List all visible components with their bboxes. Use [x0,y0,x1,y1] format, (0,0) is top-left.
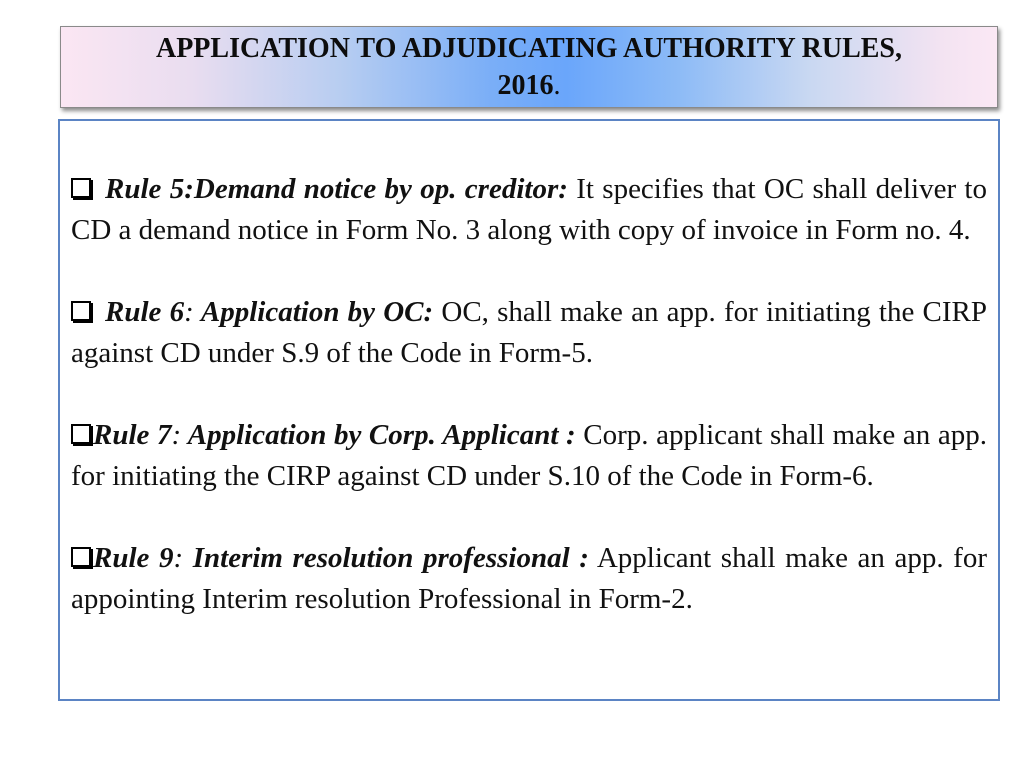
rule-7-title: Application by Corp. Applicant : [181,419,576,451]
rule-6-number: Rule 6 [105,296,185,328]
rule-6-separator: : [184,296,194,328]
rule-9-title: Interim resolution professional : [183,542,589,574]
rule-9-number: Rule 9 [93,542,174,574]
rule-9-separator: : [173,542,184,574]
slide-title-year-line [89,67,969,104]
rule-5-heading: Rule 5:Demand notice by op. creditor: [105,173,568,205]
checkbox-bullet-icon [71,424,91,444]
rule-6-title: Application by OC: [193,296,434,328]
slide-title-year: 2016 [497,70,554,101]
slide-title-period: . [553,70,561,101]
rule-9-heading [93,542,589,574]
rule-6-body: OC, shall make an app. for initiating the CIRP against CD under S.9 of the Code in Form-5. [71,296,988,369]
rule-7-number: Rule 7 [93,419,172,451]
rule-7-body: Corp. applicant shall make an app. for initiating the CIRP against CD under S.10 of the Code in Form-6. [71,419,987,492]
rule-6-paragraph [71,292,987,374]
rules-content-box [58,119,1000,701]
rule-7-separator: : [171,419,182,451]
rule-7-heading [93,419,576,451]
checkbox-bullet-icon [71,301,91,321]
rule-5-paragraph [71,169,987,251]
slide-title-banner [60,26,998,108]
slide-title [89,30,969,104]
checkbox-bullet-icon [71,178,91,198]
rule-9-paragraph [71,538,987,620]
rule-5-body: It specifies that OC shall deliver to CD a demand notice in Form No. 3 along with copy of invoice in Form no. 4. [71,173,987,246]
slide-title-line1: APPLICATION TO ADJUDICATING AUTHORITY RULES, [155,33,903,64]
rule-9-body: Applicant shall make an app. for appointing Interim resolution Professional in Form-2. [71,542,987,615]
rule-6-heading [105,296,433,328]
rule-7-paragraph [71,415,987,497]
checkbox-bullet-icon [71,547,91,567]
